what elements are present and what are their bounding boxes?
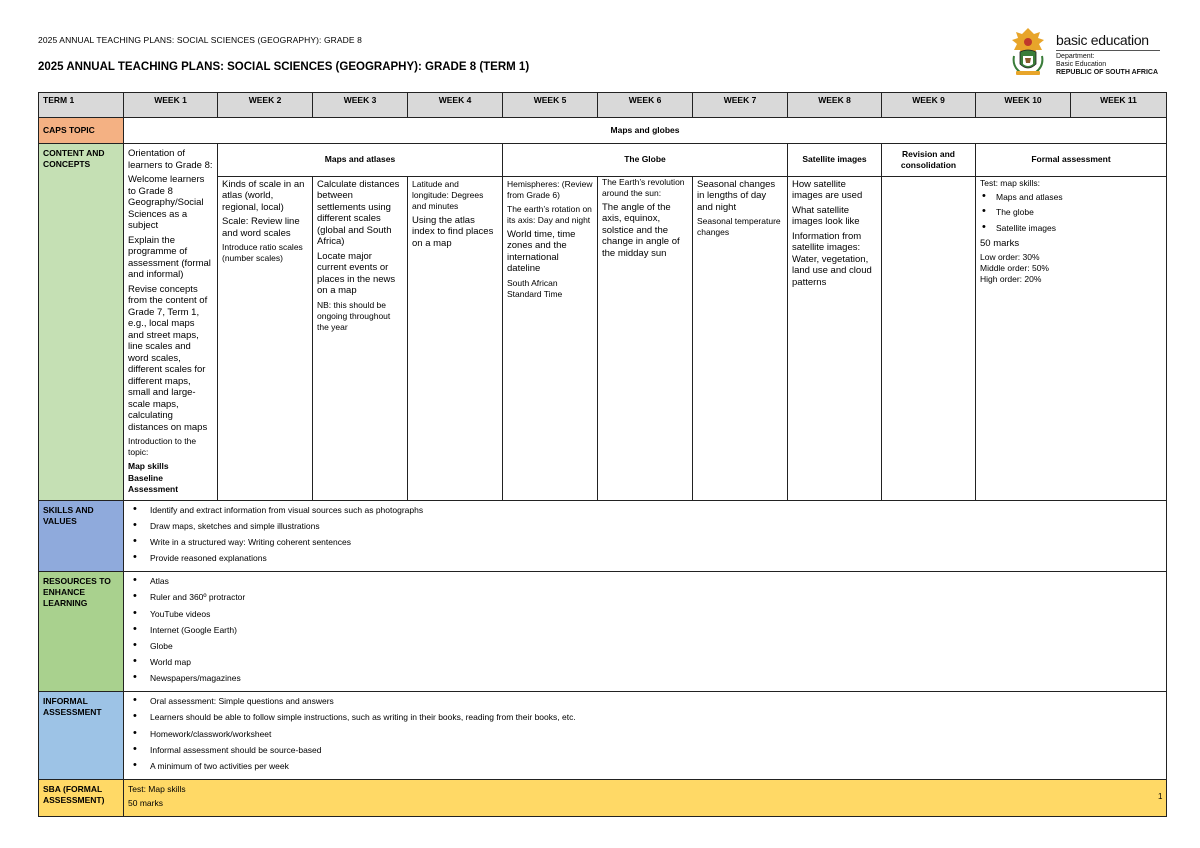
formal-test-list <box>980 192 1162 235</box>
week8-line: What satellite images look like <box>792 204 860 228</box>
term-header: TERM 1 <box>39 93 124 118</box>
week1-line: Welcome learners to Grade 8 Geography/Social Sciences as a subject <box>128 174 205 231</box>
week1-line: Map skills <box>128 461 169 471</box>
dept-line-3: REPUBLIC OF SOUTH AFRICA <box>1056 69 1159 76</box>
week2-line: Kinds of scale in an atlas (world, regional, local) <box>222 178 305 213</box>
cognitive-order: High order: 20% <box>980 273 1042 284</box>
list-item: • YouTube videos <box>150 609 1162 621</box>
week-header: WEEK 5 <box>503 93 598 118</box>
resources-label: RESOURCES TO ENHANCE LEARNING <box>39 572 124 692</box>
week4-line: Using the atlas index to find places on a map <box>412 214 494 249</box>
document-title: 2025 ANNUAL TEACHING PLANS: SOCIAL SCIENCES (GEOGRAPHY): GRADE 8 (TERM 1) <box>38 61 530 73</box>
list-item: • Ruler and 360º protractor <box>150 592 1162 604</box>
week10-11-content <box>976 176 1167 500</box>
informal-content <box>124 692 1167 779</box>
week-header: WEEK 4 <box>408 93 503 118</box>
week3-line: NB: this should be ongoing throughout the year <box>317 299 391 332</box>
dbe-logo <box>1008 26 1168 78</box>
list-item: • Atlas <box>150 576 1162 588</box>
week5-content <box>503 176 598 500</box>
week1-line: Revise concepts from the content of Grade 7, Term 1, e.g., local maps and street maps, line scales and word scales, different scales for different maps, small and large-scale maps, calculating distances on maps <box>128 283 208 433</box>
week2-line: Scale: Review line and word scales <box>222 216 300 239</box>
week6-line: The Earth’s revolution around the sun: <box>602 176 685 198</box>
content-concepts-label: CONTENT AND CONCEPTS <box>39 144 124 501</box>
week-header: WEEK 10 <box>976 93 1071 118</box>
week2-content <box>218 176 313 500</box>
week5-line: Hemispheres: (Review from Grade 6) <box>507 178 593 200</box>
list-item: • Maps and atlases <box>996 192 1162 204</box>
week-header: WEEK 11 <box>1071 93 1167 118</box>
formal-test-intro: Test: map skills: <box>980 177 1040 188</box>
week6-content <box>598 176 693 500</box>
week7-content <box>693 176 788 500</box>
sba-row <box>39 779 1167 816</box>
list-item: • Internet (Google Earth) <box>150 625 1162 637</box>
subhead-satellite: Satellite images <box>788 144 882 177</box>
content-subhead-row <box>39 144 1167 177</box>
caps-topic-row <box>39 118 1167 144</box>
week1-line: Orientation of learners to Grade 8: <box>128 148 213 171</box>
week4-content <box>408 176 503 500</box>
department-text <box>1056 53 1158 77</box>
list-item: • Identify and extract information from visual sources such as photographs <box>150 505 1162 517</box>
week3-content <box>313 176 408 500</box>
week8-line: How satellite images are used <box>792 178 863 202</box>
list-item: • A minimum of two activities per week <box>150 761 1162 773</box>
week2-line: Introduce ratio scales (number scales) <box>222 242 303 264</box>
week6-line: The angle of the axis, equinox, solstice and the change in angle of the midday sun <box>602 201 680 259</box>
cognitive-order: Low order: 30% <box>980 251 1040 262</box>
coat-of-arms-icon <box>1008 26 1048 78</box>
skills-list <box>128 505 1162 565</box>
week3-line: Locate major current events or places in the news on a map <box>317 250 396 297</box>
week-header: WEEK 8 <box>788 93 882 118</box>
brand-name: basic education <box>1056 32 1149 48</box>
subhead-revision: Revision and consolidation <box>882 144 976 177</box>
week-header: WEEK 2 <box>218 93 313 118</box>
list-item: • Learners should be able to follow simple instructions, such as writing in their books, reading from their books, etc. <box>150 712 1162 724</box>
logo-divider <box>1056 50 1160 51</box>
week5-line: South African Standard Time <box>507 277 563 299</box>
week4-line: Latitude and longitude: Degrees and minutes <box>412 178 484 211</box>
week-header: WEEK 1 <box>124 93 218 118</box>
running-header: 2025 ANNUAL TEACHING PLANS: SOCIAL SCIENCES (GEOGRAPHY): GRADE 8 <box>38 35 362 45</box>
week-header-row <box>39 93 1167 118</box>
sba-content <box>124 779 1167 816</box>
skills-label: SKILLS AND VALUES <box>39 501 124 572</box>
week7-line: Seasonal changes in lengths of day and night <box>697 178 776 213</box>
list-item: • Globe <box>150 641 1162 653</box>
sba-line: Test: Map skills <box>128 783 186 794</box>
week7-line: Seasonal temperature changes <box>697 216 781 238</box>
list-item: • World map <box>150 657 1162 669</box>
skills-row <box>39 501 1167 572</box>
list-item: • Write in a structured way: Writing coherent sentences <box>150 537 1162 549</box>
week-header: WEEK 9 <box>882 93 976 118</box>
teaching-plan-table <box>38 92 1167 817</box>
skills-content <box>124 501 1167 572</box>
informal-label: INFORMAL ASSESSMENT <box>39 692 124 779</box>
sba-label: SBA (FORMAL ASSESSMENT) <box>39 779 124 816</box>
resources-content <box>124 572 1167 692</box>
sba-line: 50 marks <box>128 797 163 808</box>
week1-line: Introduction to the topic: <box>128 436 197 457</box>
dept-line-1: Department: <box>1056 53 1095 60</box>
list-item: • Provide reasoned explanations <box>150 553 1162 565</box>
week8-line: Information from satellite images: Water, vegetation, land use and cloud patterns <box>792 230 872 288</box>
list-item: • Homework/classwork/worksheet <box>150 729 1162 741</box>
caps-topic-value: Maps and globes <box>124 118 1167 144</box>
week5-line: World time, time zones and the international dateline <box>507 228 576 275</box>
subhead-formal: Formal assessment <box>976 144 1167 177</box>
informal-assessment-row <box>39 692 1167 779</box>
resources-row <box>39 572 1167 692</box>
list-item: • The globe <box>996 207 1162 219</box>
page-number: 1 <box>1158 792 1163 801</box>
week1-content <box>124 144 218 501</box>
week-header: WEEK 6 <box>598 93 693 118</box>
list-item: • Oral assessment: Simple questions and answers <box>150 696 1162 708</box>
subhead-maps-atlases: Maps and atlases <box>218 144 503 177</box>
subhead-globe: The Globe <box>503 144 788 177</box>
list-item: • Informal assessment should be source-based <box>150 745 1162 757</box>
formal-test-marks: 50 marks <box>980 238 1020 250</box>
week8-content <box>788 176 882 500</box>
resources-list <box>128 576 1162 684</box>
week9-content <box>882 176 976 500</box>
informal-list <box>128 696 1162 772</box>
list-item: • Draw maps, sketches and simple illustrations <box>150 521 1162 533</box>
week-header: WEEK 3 <box>313 93 408 118</box>
cognitive-order: Middle order: 50% <box>980 262 1049 273</box>
week5-line: The earth’s rotation on its axis: Day and night <box>507 203 592 225</box>
week-header: WEEK 7 <box>693 93 788 118</box>
dept-line-2: Basic Education <box>1056 61 1107 68</box>
week3-line: Calculate distances between settlements using different scales (global and South Africa) <box>317 178 400 248</box>
list-item: • Newspapers/magazines <box>150 673 1162 685</box>
week1-line: Baseline Assessment <box>128 473 179 494</box>
list-item: • Satellite images <box>996 223 1162 235</box>
week1-line: Explain the programme of assessment (formal and informal) <box>128 234 211 280</box>
caps-topic-label: CAPS TOPIC <box>39 118 124 144</box>
